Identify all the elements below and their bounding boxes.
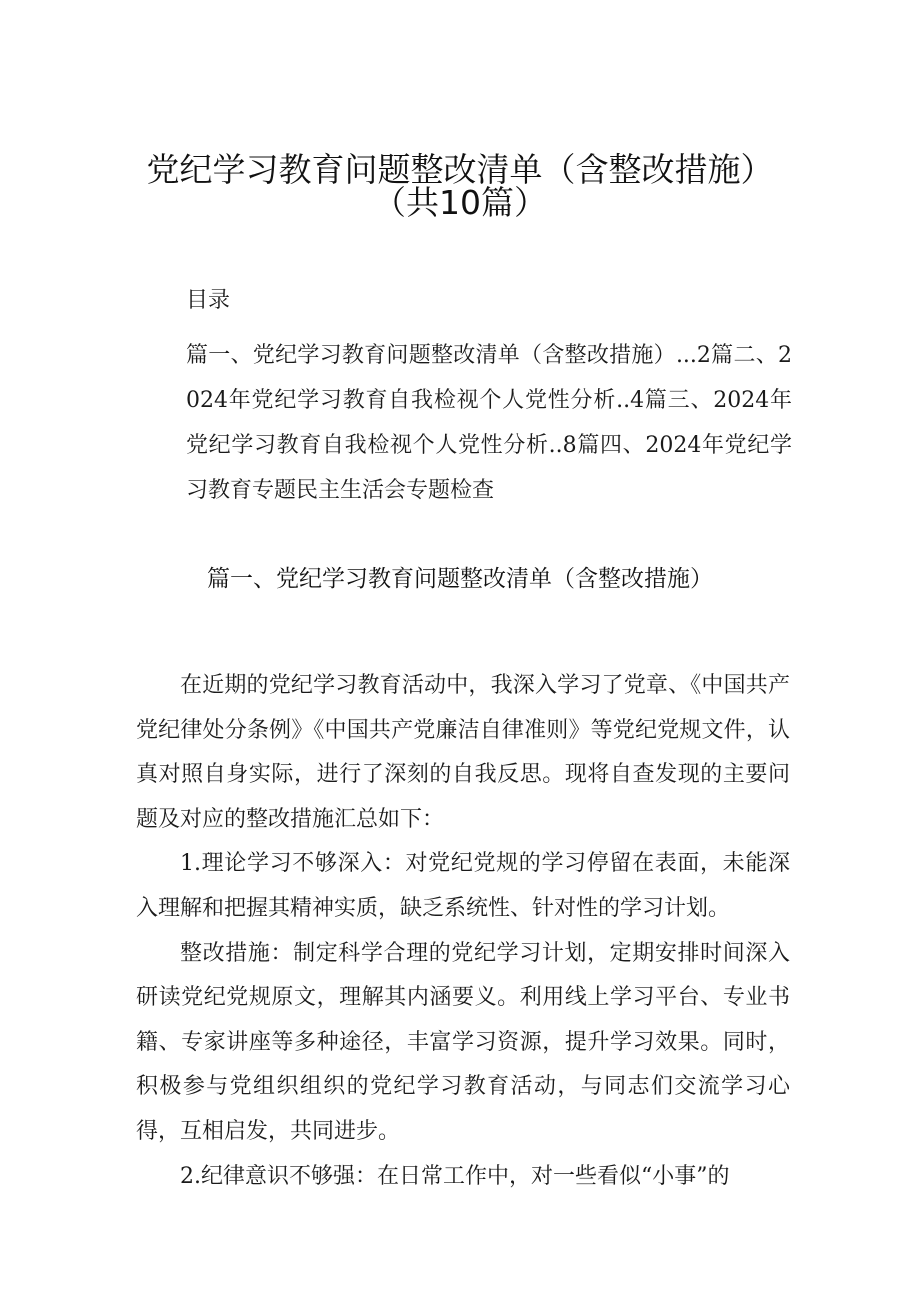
paragraph: 2.纪律意识不够强：在日常工作中，对一些看似“小事”的 xyxy=(180,1163,730,1189)
paragraph: 1.理论学习不够深入：对党纪党规的学习停留在表面，未能深入理解和把握其精神实质，缺乏系统性、针对性的学习计划。 xyxy=(136,851,790,921)
document-title-line1: 党纪学习教育问题整改清单（含整改措施） xyxy=(146,150,774,189)
toc-entries: 篇一、党纪学习教育问题整改清单（含整改措施）...2篇二、2024年党纪学习教育自我检视个人党性分析..4篇三、2024年党纪学习教育自我检视个人党性分析..8篇四、2024年党纪学习教育专题民主生活会专题检查 xyxy=(186,343,792,503)
paragraph: 在近期的党纪学习教育活动中，我深入学习了党章、《中国共产党纪律处分条例》《中国共产党廉洁自律准则》等党纪党规文件，认真对照自身实际，进行了深刻的自我反思。现将自查发现的主要问题及对应的整改措施汇总如下： xyxy=(136,673,790,832)
toc-heading: 目录 xyxy=(186,288,231,313)
document-body xyxy=(136,664,790,1199)
paragraph: 整改措施：制定科学合理的党纪学习计划，定期安排时间深入研读党纪党规原文，理解其内涵要义。利用线上学习平台、专业书籍、专家讲座等多种途径，丰富学习资源，提升学习效果。同时，积极参与党组织组织的党纪学习教育活动，与同志们交流学习心得，互相启发，共同进步。 xyxy=(136,940,790,1144)
section-heading: 篇一、党纪学习教育问题整改清单（含整改措施） xyxy=(207,566,713,592)
document-title-line2: （共10篇） xyxy=(373,183,547,222)
